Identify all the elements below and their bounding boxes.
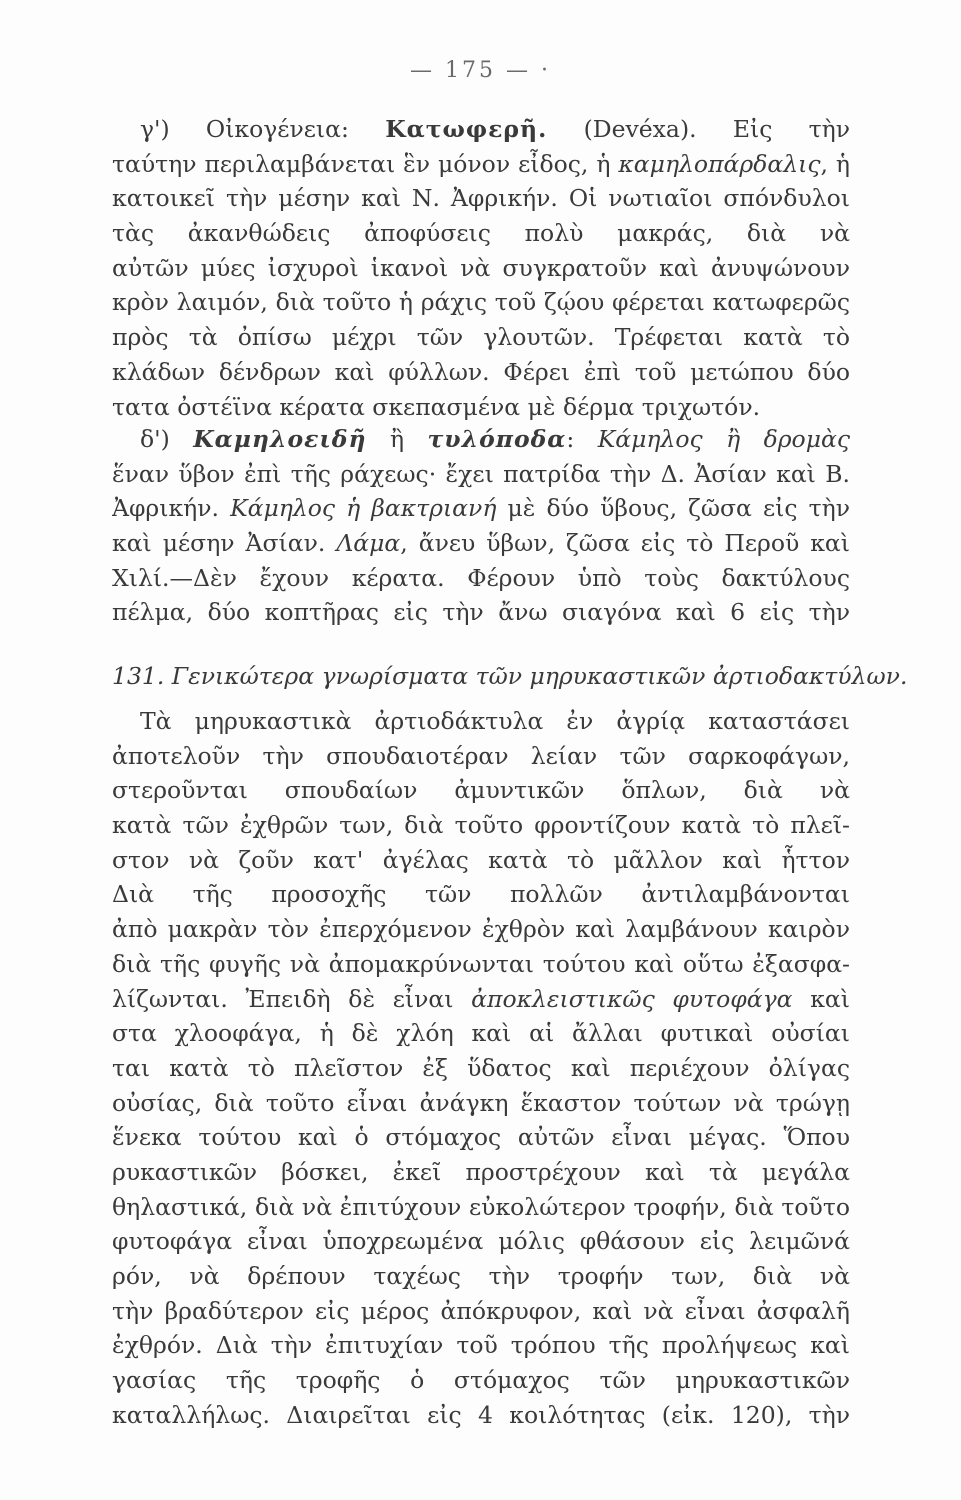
text-line: ρόν, νὰ δρέπουν ταχέως τὴν τροφήν των, διὰ νὰ (112, 1262, 850, 1290)
text-line: ἕναν ὕβον ἐπὶ τῆς ράχεως· ἔχει πατρίδα τὴν Δ. Ἀσίαν καὶ Β. (112, 459, 850, 488)
text-line: Διὰ τῆς προσοχῆς τῶν πολλῶν ἀντιλαμβάνονται (112, 880, 850, 909)
text-line: κατοικεῖ τὴν μέσην καὶ Ν. Ἀφρικήν. Οἱ νωτιαῖοι σπόνδυλοι (112, 184, 850, 213)
page-number: — 175 — · (410, 58, 551, 83)
text-line: κρὸν λαιμόν, διὰ τοῦτο ἡ ράχις τοῦ ζῴου φέρεται κατωφερῶς (112, 288, 850, 317)
text-line: γασίας τῆς τροφῆς ὁ στόμαχος τῶν μηρυκαστικῶν (112, 1366, 850, 1395)
text-line: ἀπὸ μακρὰν τὸν ἐπερχόμενον ἐχθρὸν καὶ λαμβάνουν καιρὸν (112, 915, 850, 944)
text-line: στα χλοοφάγα, ἡ δὲ χλόη καὶ αἱ ἄλλαι φυτικαὶ οὐσίαι (112, 1019, 850, 1048)
text-run: , ἄνευ ὕβων, ζῶσα εἰς τὸ Περοῦ καὶ (400, 529, 850, 558)
species-name: Κάμηλος ἢ δρομὰς (597, 425, 850, 453)
text-line: στον νὰ ζοῦν κατ' ἀγέλας κατὰ τὸ μᾶλλον καὶ ἧττον (112, 845, 850, 874)
text-line: τὴν βραδύτερον εἰς μέρος ἀπόκρυφον, καὶ νὰ εἶναι ἀσφαλῆ (112, 1296, 850, 1325)
section-131-heading-block (112, 659, 908, 694)
text-line: ἐχθρόν. Διὰ τὴν ἐπιτυχίαν τοῦ τρόπου τῆς προλήψεως καὶ (112, 1331, 850, 1360)
body-paragraph (112, 704, 850, 1432)
section-heading: 131. Γενικώτερα γνωρίσματα τῶν μηρυκαστικῶν ἀρτιοδακτύλων. (112, 662, 908, 690)
text-run: λίζωνται. Ἐπειδὴ δὲ εἶναι (112, 984, 472, 1013)
text-line: αὐτῶν μύες ἰσχυροὶ ἱκανοὶ νὰ συγκρατοῦν καὶ ἀνυψώνουν (112, 253, 850, 282)
text-line (112, 491, 850, 526)
section-delta-paragraph (112, 422, 850, 630)
text-run: καὶ (810, 984, 850, 1013)
emphasis: ἀποκλειστικῶς φυτοφάγα (471, 984, 793, 1013)
text-line (112, 147, 850, 182)
text-line: οὐσίας, διὰ τοῦτο εἶναι ἀνάγκη ἕκαστον τούτων νὰ τρώγῃ (112, 1088, 850, 1117)
text-line: ἕνεκα τούτου καὶ ὁ στόμαχος αὐτῶν εἶναι μέγας. Ὅπου (112, 1123, 850, 1152)
text-run: μὲ δύο ὕβους, ζῶσα εἰς τὴν (507, 494, 850, 523)
text-line: πρὸς τὰ ὀπίσω μέχρι τῶν γλουτῶν. Τρέφεται κατὰ τὸ (112, 323, 850, 352)
text-line: κατὰ τῶν ἐχθρῶν των, διὰ τοῦτο φροντίζουν κατὰ τὸ πλεῖ- (112, 811, 850, 840)
text-run: δ') (140, 425, 194, 453)
section-gamma-paragraph (112, 112, 850, 424)
text-line: θηλαστικά, διὰ νὰ ἐπιτύχουν εὐκολώτερον τροφήν, διὰ τοῦτο (112, 1192, 850, 1221)
text-line (112, 1398, 850, 1433)
text-run: καὶ μέσην Ἀσίαν. (112, 529, 337, 558)
text-line: ται κατὰ τὸ πλεῖστον ἐξ ὕδατος καὶ περιέχουν ὀλίγας (112, 1053, 850, 1082)
text-line: Τὰ μηρυκαστικὰ ἀρτιοδάκτυλα ἐν ἀγρίᾳ καταστάσει (140, 707, 850, 735)
text-line: κλάδων δένδρων καὶ φύλλων. Φέρει ἐπὶ τοῦ μετώπου δύο (112, 357, 850, 386)
text-run: , ἡ (820, 149, 850, 178)
text-line (112, 526, 850, 561)
group-name: τυλόποδα (427, 425, 567, 453)
text-run: (Devéxa). Εἰς τὴν (583, 115, 850, 143)
text-run: : (566, 425, 598, 453)
text-line: φυτοφάγα εἶναι ὑποχρεωμένα μόλις φθάσουν εἰς λειμῶνά (112, 1227, 850, 1256)
text-line: πέλμα, δύο κοπτῆρας εἰς τὴν ἄνω σιαγόνα καὶ 6 εἰς τὴν (112, 598, 850, 627)
text-line: ρυκαστικῶν βόσκει, ἐκεῖ προστρέχουν καὶ τὰ μεγάλα (112, 1157, 850, 1186)
text-line (112, 112, 850, 147)
text-line: τατα ὀστέϊνα κέρατα σκεπασμένα μὲ δέρμα τριχωτόν. (112, 392, 761, 421)
text-line: τὰς ἀκανθώδεις ἀποφύσεις πολὺ μακράς, διὰ νὰ (112, 219, 850, 248)
text-line: ἀποτελοῦν τὴν σπουδαιοτέραν λείαν τῶν σαρκοφάγων, (112, 741, 850, 770)
text-run: ἢ (366, 425, 428, 453)
group-name: Καμηλοειδῆ (193, 425, 367, 453)
species-name: Κάμηλος ἡ βακτριανή (230, 494, 497, 523)
text-line: στεροῦνται σπουδαίων ἀμυντικῶν ὅπλων, διὰ νὰ (112, 776, 850, 805)
text-line: διὰ τῆς φυγῆς νὰ ἀπομακρύνωνται τούτου καὶ οὕτω ἐξασφα- (112, 949, 850, 978)
species-name: καμηλοπάρδαλις (618, 149, 821, 178)
text-run: ταύτην περιλαμβάνεται ἓν μόνον εἶδος, ἡ (112, 149, 619, 178)
text-line: Χιλί.—Δὲν ἔχουν κέρατα. Φέρουν ὑπὸ τοὺς δακτύλους (112, 563, 850, 592)
text-line (112, 982, 850, 1017)
species-name: Λάμα (336, 529, 401, 558)
text-run: γ') Οἰκογένεια: (140, 115, 386, 143)
text-line (112, 422, 850, 457)
family-name: Κατωφερῆ. (385, 115, 548, 143)
text-run: Ἀφρικήν. (112, 494, 231, 523)
text-run: καταλλήλως. Διαιρεῖται εἰς 4 κοιλότητας (εἰκ. 120), τὴν (112, 1400, 850, 1429)
